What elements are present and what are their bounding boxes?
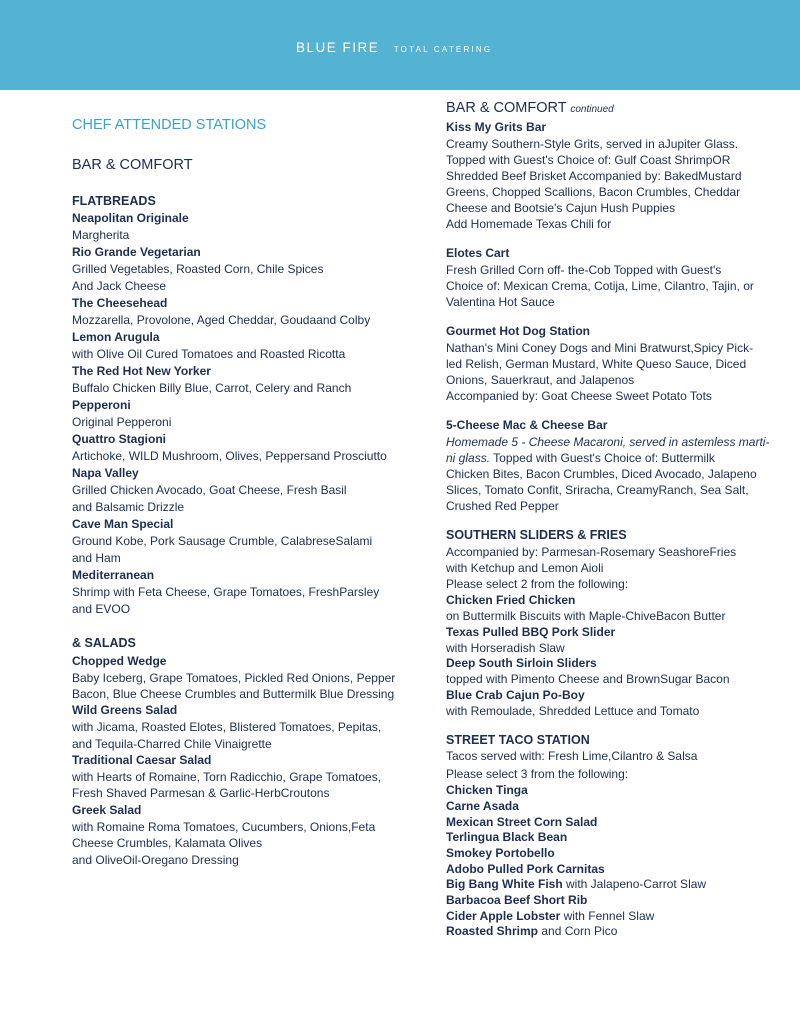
station-desc: Greens, Chopped Scallions, Bacon Crumbles, Cheddar xyxy=(446,185,741,199)
slider-item-name: Texas Pulled BBQ Pork Slider xyxy=(446,625,616,639)
menu-item-desc: Shrimp with Feta Cheese, Grape Tomatoes, FreshParsley xyxy=(72,585,380,599)
brand-name: BLUE FIRE xyxy=(296,40,380,55)
taco-item-name: Adobo Pulled Pork Carnitas xyxy=(446,862,605,876)
menu-item-name: Traditional Caesar Salad xyxy=(72,753,212,767)
menu-item-desc: Baby Iceberg, Grape Tomatoes, Pickled Red Onions, Pepper xyxy=(72,671,396,685)
tacos-intro: Tacos served with: Fresh Lime,Cilantro & Salsa xyxy=(446,749,698,763)
taco-item-name: Smokey Portobello xyxy=(446,846,555,860)
station-desc: Fresh Grilled Corn off- the-Cob Topped with Guest's xyxy=(446,263,722,277)
station-desc: Slices, Tomato Confit, Sriracha, CreamyRanch, Sea Salt, xyxy=(446,483,749,497)
station-desc-italic: ni glass. xyxy=(446,451,491,465)
salads-heading: & SALADS xyxy=(72,636,136,650)
taco-item xyxy=(446,892,587,908)
station-desc: Nathan's Mini Coney Dogs and Mini Bratwurst,Spicy Pick- xyxy=(446,341,754,355)
station-desc: Chicken Bites, Bacon Crumbles, Diced Avocado, Jalapeno xyxy=(446,467,757,481)
flatbreads-heading: FLATBREADS xyxy=(72,194,156,208)
station-desc: Accompanied by: Goat Cheese Sweet Potato Tots xyxy=(446,389,712,403)
menu-item-desc: Margherita xyxy=(72,228,130,242)
section-subtitle: BAR & COMFORT xyxy=(72,157,193,173)
taco-item-name: Chicken Tinga xyxy=(446,783,528,797)
slider-item-name: Blue Crab Cajun Po-Boy xyxy=(446,688,585,702)
taco-item xyxy=(446,782,528,798)
sliders-intro: with Ketchup and Lemon Aioli xyxy=(446,561,604,575)
menu-item-desc: with Jicama, Roasted Elotes, Blistered Tomatoes, Pepitas, xyxy=(72,720,382,734)
menu-item-desc: Buffalo Chicken Billy Blue, Carrot, Celery and Ranch xyxy=(72,381,352,395)
menu-item-desc: Mozzarella, Provolone, Aged Cheddar, Goudaand Colby xyxy=(72,313,371,327)
station-desc xyxy=(446,450,715,466)
taco-item xyxy=(446,845,555,861)
menu-item-name: Rio Grande Vegetarian xyxy=(72,245,201,259)
menu-item-desc: Grilled Chicken Avocado, Goat Cheese, Fresh Basil xyxy=(72,483,347,497)
station-desc: Creamy Southern-Style Grits, served in aJupiter Glass. xyxy=(446,137,739,151)
taco-item xyxy=(446,923,617,939)
menu-item-desc: Cheese Crumbles, Kalamata Olives xyxy=(72,836,263,850)
menu-item-desc: with Hearts of Romaine, Torn Radicchio, Grape Tomatoes, xyxy=(72,770,382,784)
station-desc: Valentina Hot Sauce xyxy=(446,295,555,309)
menu-item-desc: and Ham xyxy=(72,551,121,565)
menu-item-desc: Original Pepperoni xyxy=(72,415,172,429)
taco-item-name: Cider Apple Lobster xyxy=(446,909,561,923)
taco-item-name: Big Bang White Fish xyxy=(446,877,563,891)
menu-item-desc: and Tequila-Charred Chile Vinaigrette xyxy=(72,737,272,751)
station-name: Elotes Cart xyxy=(446,246,510,260)
station-name: Kiss My Grits Bar xyxy=(446,120,547,134)
taco-item xyxy=(446,798,519,814)
station-desc: Choice of: Mexican Crema, Cotija, Lime, Cilantro, Tajin, or xyxy=(446,279,754,293)
menu-item-name: The Red Hot New Yorker xyxy=(72,364,211,378)
station-desc: Cheese and Bootsie's Cajun Hush Puppies xyxy=(446,201,676,215)
menu-item-name: Quattro Stagioni xyxy=(72,432,166,446)
taco-item xyxy=(446,908,654,924)
taco-item-name: Roasted Shrimp xyxy=(446,924,539,938)
continued-note: continued xyxy=(570,104,614,115)
menu-item-desc: Artichoke, WILD Mushroom, Olives, Peppersand Prosciutto xyxy=(72,449,387,463)
taco-item xyxy=(446,876,706,892)
menu-item-desc: with Romaine Roma Tomatoes, Cucumbers, Onions,Feta xyxy=(72,820,376,834)
station-desc: led Relish, German Mustard, White Queso Sauce, Diced xyxy=(446,357,747,371)
menu-item-name: Greek Salad xyxy=(72,803,142,817)
station-name: Gourmet Hot Dog Station xyxy=(446,324,590,338)
menu-item-name: Lemon Arugula xyxy=(72,330,160,344)
taco-item-name: Terlingua Black Bean xyxy=(446,830,568,844)
taco-item xyxy=(446,814,597,830)
sliders-intro: Accompanied by: Parmesan-Rosemary SeashoreFries xyxy=(446,545,737,559)
taco-item xyxy=(446,829,567,845)
menu-item-desc: Fresh Shaved Parmesan & Garlic-HerbCroutons xyxy=(72,786,330,800)
menu-item-desc: Grilled Vegetables, Roasted Corn, Chile Spices xyxy=(72,262,324,276)
tacos-select: Please select 3 from the following: xyxy=(446,767,629,781)
sliders-heading: SOUTHERN SLIDERS & FRIES xyxy=(446,528,627,542)
taco-item-name: Carne Asada xyxy=(446,799,519,813)
slider-item-name: Deep South Sirloin Sliders xyxy=(446,656,597,670)
taco-item-name: Barbacoa Beef Short Rib xyxy=(446,893,588,907)
station-desc: Topped with Guest's Choice of: Gulf Coast ShrimpOR xyxy=(446,153,731,167)
station-desc: Add Homemade Texas Chili for xyxy=(446,217,612,231)
slider-item-desc: topped with Pimento Cheese and BrownSugar Bacon xyxy=(446,672,730,686)
tacos-heading: STREET TACO STATION xyxy=(446,733,590,747)
header-banner xyxy=(0,0,800,90)
menu-item-name: Cave Man Special xyxy=(72,517,174,531)
menu-item-desc: and Balsamic Drizzle xyxy=(72,500,185,514)
sliders-intro: Please select 2 from the following: xyxy=(446,577,629,591)
station-desc-italic: Homemade 5 - Cheese Macaroni, served in astemless marti- xyxy=(446,435,770,449)
menu-item-name: Pepperoni xyxy=(72,398,131,412)
menu-item-desc: Ground Kobe, Pork Sausage Crumble, CalabreseSalami xyxy=(72,534,373,548)
taco-item-extra: with Jalapeno-Carrot Slaw xyxy=(562,877,707,891)
section-heading: BAR & COMFORT xyxy=(446,100,567,116)
menu-item-name: The Cheesehead xyxy=(72,296,168,310)
station-desc: Shredded Beef Brisket Accompanied by: BakedMustard xyxy=(446,169,742,183)
menu-item-desc: and OliveOil-Oregano Dressing xyxy=(72,853,239,867)
menu-item-desc: Bacon, Blue Cheese Crumbles and Buttermilk Blue Dressing xyxy=(72,687,395,701)
brand-tagline: TOTAL CATERING xyxy=(393,45,493,54)
menu-item-desc: and EVOO xyxy=(72,602,131,616)
section-title: CHEF ATTENDED STATIONS xyxy=(72,117,267,133)
taco-item-name: Mexican Street Corn Salad xyxy=(446,815,598,829)
menu-item-name: Chopped Wedge xyxy=(72,654,167,668)
slider-item-desc: with Remoulade, Shredded Lettuce and Tomato xyxy=(446,704,700,718)
slider-item-desc: with Horseradish Slaw xyxy=(446,641,565,655)
slider-item-name: Chicken Fried Chicken xyxy=(446,593,576,607)
taco-item-extra: and Corn Pico xyxy=(538,924,618,938)
taco-item-extra: with Fennel Slaw xyxy=(560,909,655,923)
station-name: 5-Cheese Mac & Cheese Bar xyxy=(446,418,608,432)
brand-logo xyxy=(296,39,492,57)
taco-item xyxy=(446,861,605,877)
menu-item-desc: with Olive Oil Cured Tomatoes and Roasted Ricotta xyxy=(72,347,346,361)
station-desc-tail: Topped with Guest's Choice of: Buttermilk xyxy=(490,451,715,465)
menu-item-desc: And Jack Cheese xyxy=(72,279,167,293)
section-heading-continued xyxy=(446,99,614,119)
menu-item-name: Wild Greens Salad xyxy=(72,703,178,717)
menu-item-name: Mediterranean xyxy=(72,568,155,582)
slider-item-desc: on Buttermilk Biscuits with Maple-ChiveBacon Butter xyxy=(446,609,726,623)
menu-item-name: Neapolitan Originale xyxy=(72,211,189,225)
menu-item-name: Napa Valley xyxy=(72,466,139,480)
station-desc: Crushed Red Pepper xyxy=(446,499,559,513)
station-desc: Onions, Sauerkraut, and Jalapenos xyxy=(446,373,635,387)
